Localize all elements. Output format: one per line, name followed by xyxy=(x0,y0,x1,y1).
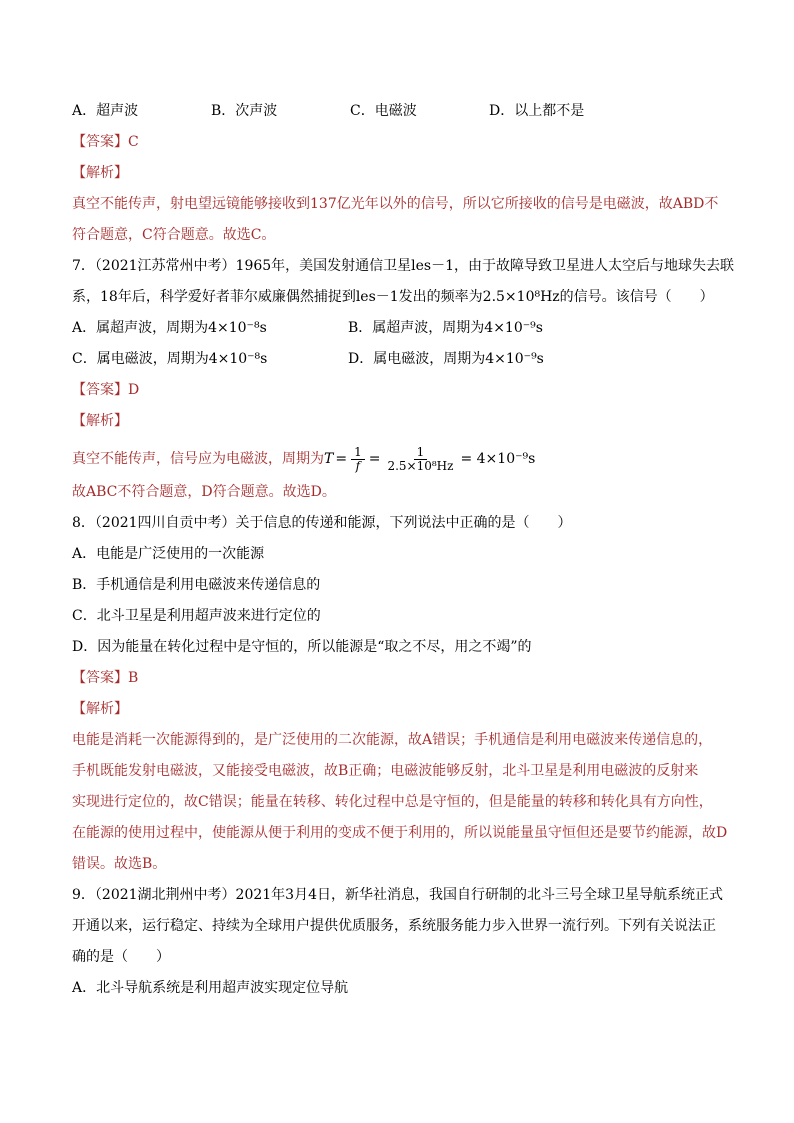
formula-rhs: = 4×10⁻⁹s xyxy=(460,451,536,467)
formula-fraction-1 xyxy=(351,446,365,473)
q7-stem-line: 7．（2021江苏常州中考）1965年，美国发射通信卫星les－1，由于故障导致卫星进人太空后与地球失去联 xyxy=(72,258,735,274)
q7-options-row xyxy=(72,313,726,344)
q8-option-b: B．手机通信是利用电磁波来传递信息的 xyxy=(72,577,321,593)
formula-eq: = xyxy=(368,451,381,467)
q8-analysis-line: 手机既能发射电磁波，又能接受电磁波，故B正确；电磁波能够反射，北斗卫星是利用电磁波的反射来 xyxy=(72,763,699,779)
q9-option-a: A．北斗导航系统是利用超声波实现定位导航 xyxy=(72,980,349,996)
q9-stem-line: 9．（2021湖北荆州中考）2021年3月4日，新华社消息，我国自行研制的北斗三号全球卫星导航系统正式 xyxy=(72,887,723,903)
fraction-2-numerator: 1 xyxy=(414,446,428,460)
formula-eq: = xyxy=(335,451,348,467)
q6-answer: 【答案】C xyxy=(72,134,139,150)
q7-analysis-tail: 故ABC不符合题意，D符合题意。故选D。 xyxy=(72,484,336,500)
q7-analysis-formula-line xyxy=(72,441,726,477)
q6-analysis-label: 【解析】 xyxy=(72,165,128,181)
fraction-2-denominator: 2.5×10⁸Hz xyxy=(387,458,454,473)
q6-option-a: A．超声波 xyxy=(72,103,139,119)
q7-options-row xyxy=(72,344,726,375)
q8-analysis-line: 电能是消耗一次能源得到的，是广泛使用的二次能源，故A错误；手机通信是利用电磁波来传递信息的， xyxy=(72,732,713,748)
q7-analysis-prefix: 真空不能传声，信号应为电磁波，周期为 xyxy=(72,451,324,467)
q8-option-d: D．因为能量在转化过程中是守恒的，所以能源是“取之不尽，用之不竭”的 xyxy=(72,639,532,655)
document-page xyxy=(72,96,735,1004)
q8-option-a: A．电能是广泛使用的一次能源 xyxy=(72,546,265,562)
q9-stem-line: 开通以来，运行稳定、持续为全球用户提供优质服务，系统服务能力步入世界一流行列。下列有关说法正 xyxy=(72,918,716,934)
formula-fraction-2 xyxy=(384,446,456,473)
q6-option-d: D．以上都不是 xyxy=(489,103,585,119)
q7-option-a: A．属超声波，周期为4×10⁻⁸s xyxy=(72,320,267,336)
q6-analysis-line: 符合题意，C符合题意。故选C。 xyxy=(72,227,276,243)
q8-analysis-label: 【解析】 xyxy=(72,701,128,717)
q6-option-c: C．电磁波 xyxy=(350,103,417,119)
q6-options xyxy=(72,96,726,127)
fraction-1-denominator: f xyxy=(355,458,361,473)
q8-option-c: C．北斗卫星是利用超声波来进行定位的 xyxy=(72,608,321,624)
q6-analysis-line: 真空不能传声，射电望远镜能够接收到137亿光年以外的信号，所以它所接收的信号是电磁波，故ABD不 xyxy=(72,196,719,212)
q8-answer: 【答案】B xyxy=(72,670,139,686)
q7-option-d: D．属电磁波，周期为4×10⁻⁹s xyxy=(348,351,544,367)
q6-option-b: B．次声波 xyxy=(211,103,278,119)
q9-stem-line: 确的是（ ） xyxy=(72,949,170,965)
q7-stem-line: 系，18年后，科学爱好者菲尔威廉偶然捕捉到les－1发出的频率为2.5×10⁸Hz的信号。该信号（ ） xyxy=(72,289,714,305)
q8-analysis-line: 在能源的使用过程中，使能源从便于利用的变成不便于利用的，所以说能量虽守恒但还是要节约能源，故D xyxy=(72,825,728,841)
period-formula xyxy=(324,444,535,475)
formula-lhs: T xyxy=(324,451,334,467)
fraction-1-numerator: 1 xyxy=(351,446,365,460)
q8-analysis-line: 实现进行定位的，故C错误；能量在转移、转化过程中总是守恒的，但是能量的转移和转化具有方向性， xyxy=(72,794,713,810)
q7-option-c: C．属电磁波，周期为4×10⁻⁸s xyxy=(72,351,268,367)
q7-option-b: B．属超声波，周期为4×10⁻⁹s xyxy=(348,320,543,336)
q8-stem: 8．（2021四川自贡中考）关于信息的传递和能源，下列说法中正确的是（ ） xyxy=(72,515,572,531)
q7-answer: 【答案】D xyxy=(72,382,140,398)
q8-analysis-line: 错误。故选B。 xyxy=(72,856,167,872)
q7-analysis-label: 【解析】 xyxy=(72,413,128,429)
